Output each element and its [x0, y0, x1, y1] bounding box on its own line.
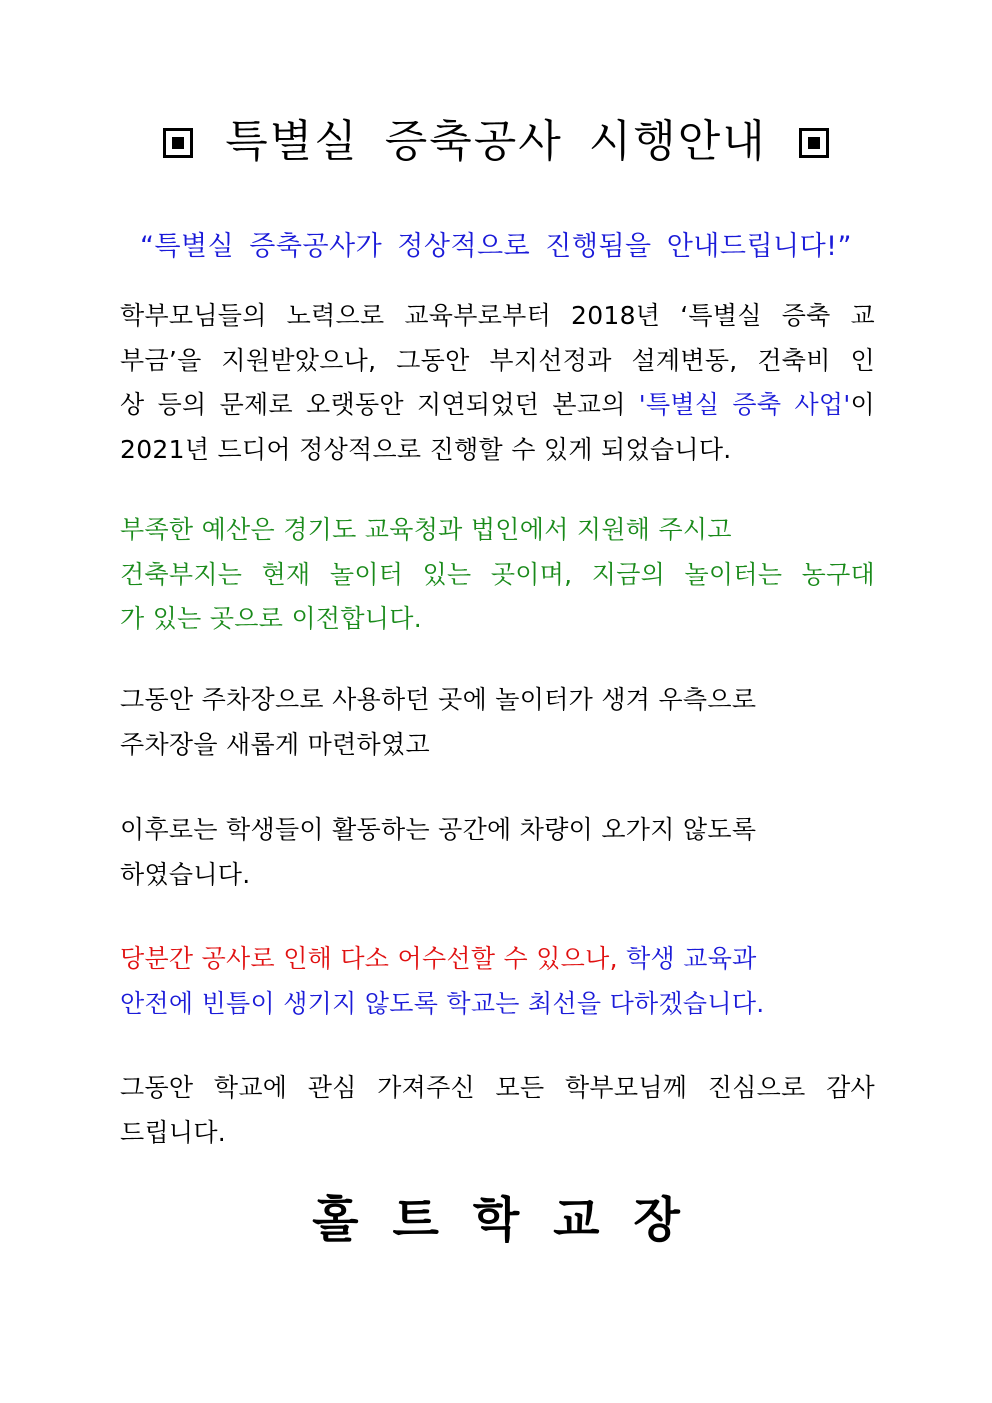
paragraph-line: 부족한 예산은 경기도 교육청과 법인에서 지원해 주시고 — [120, 515, 732, 544]
paragraph-line: 가 있는 곳으로 이전합니다. — [120, 604, 422, 633]
paragraph-line: 하였습니다. — [120, 859, 251, 889]
black-square-icon — [799, 128, 829, 158]
paragraph-line: 그동안 주차장으로 사용하던 곳에 놀이터가 생겨 우측으로 — [120, 685, 757, 714]
paragraph-line: 2021년 드디어 정상적으로 진행할 수 있게 되었습니다. — [120, 434, 732, 464]
paragraph-line: 건축부지는 현재 놀이터 있는 곳이며, 지금의 놀이터는 농구대 — [120, 559, 875, 589]
commitment-text: 학생 교육과 — [617, 944, 757, 973]
notice-title — [0, 112, 992, 172]
paragraph-line: 이후로는 학생들이 활동하는 공간에 차량이 오가지 않도록 — [120, 815, 757, 844]
paragraph-line: 그동안 학교에 관심 가져주신 모든 학부모님께 진심으로 감사 — [120, 1073, 875, 1102]
paragraph-line — [120, 383, 875, 428]
principal-signature: 홀트학교장 — [312, 1192, 714, 1248]
paragraph-funding — [120, 294, 875, 472]
paragraph-budget — [120, 508, 875, 642]
paragraph-line: 부금’을 지원받았으나, 그동안 부지선정과 설계변동, 건축비 인 — [120, 345, 875, 375]
paragraph-line — [120, 937, 875, 982]
black-square-icon — [163, 128, 193, 158]
paragraph-thanks — [120, 1066, 875, 1155]
paragraph-parking — [120, 678, 875, 767]
paragraph-vehicles — [120, 808, 875, 897]
notice-title-text: 특별실 증축공사 시행안내 — [225, 116, 767, 167]
paragraph-line: 주차장을 새롭게 마련하였고 — [120, 729, 430, 759]
paragraph-text: 상 등의 문제로 오랫동안 지연되었던 본교의 — [120, 390, 639, 419]
paragraph-line: 드립니다. — [120, 1117, 227, 1147]
paragraph-safety — [120, 937, 875, 1026]
notice-subtitle: “특별실 증축공사가 정상적으로 진행됨을 안내드립니다!” — [139, 231, 852, 262]
paragraph-line: 안전에 빈틈이 생기지 않도록 학교는 최선을 다하겠습니다. — [120, 988, 765, 1018]
project-name-highlight: '특별실 증축 사업' — [638, 390, 851, 419]
paragraph-text: 이 — [850, 390, 875, 419]
paragraph-line: 학부모님들의 노력으로 교육부로부터 2018년 ‘특별실 증축 교 — [120, 301, 875, 330]
caution-text: 당분간 공사로 인해 다소 어수선할 수 있으나, — [120, 944, 618, 973]
